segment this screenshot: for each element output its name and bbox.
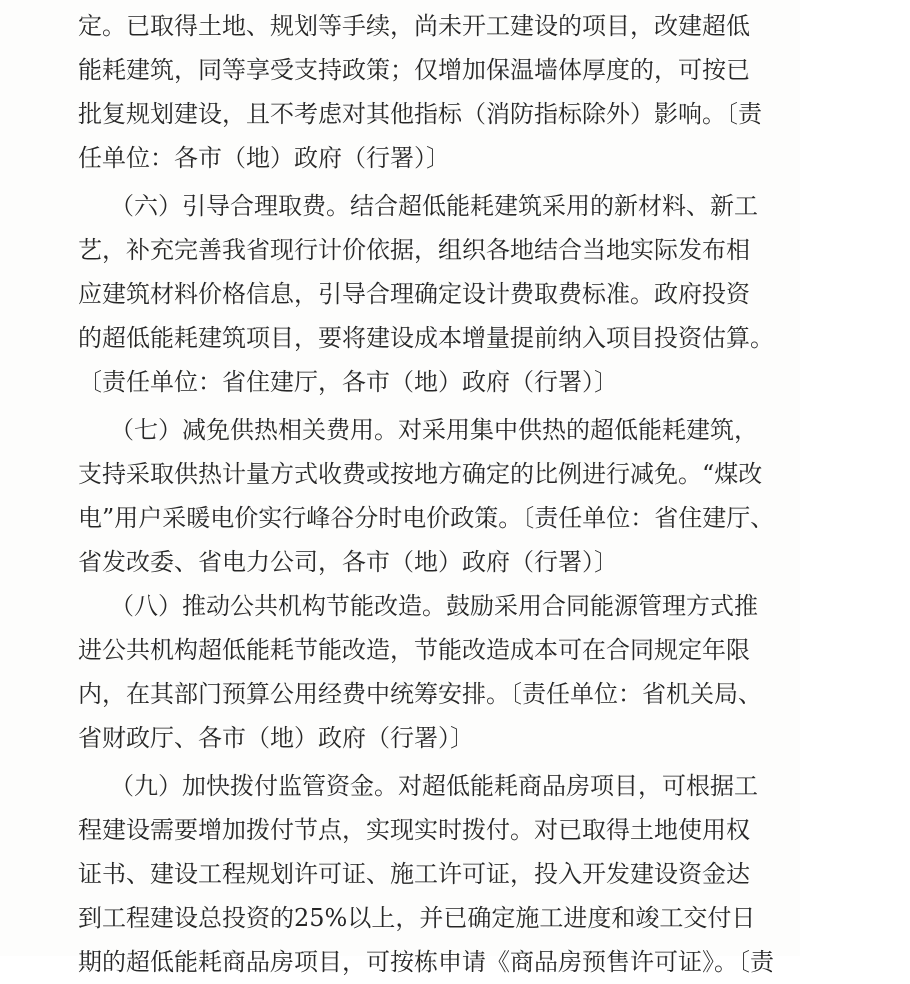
text-line-1: 定。已取得土地、规划等手续，尚未开工建设的项目，改建超低 <box>78 12 750 40</box>
text-line-13: 省发改委、省电力公司，各市（地）政府（行署）〕 <box>78 548 618 576</box>
text-line-21: 到工程建设总投资的25%以上，并已确定施工进度和竣工交付日 <box>78 904 756 932</box>
text-line-17: 省财政厅、各市（地）政府（行署）〕 <box>78 724 474 752</box>
section-8-heading-line: （八）推动公共机构节能改造。鼓励采用合同能源管理方式推 <box>110 592 758 620</box>
text-line-16: 内，在其部门预算公用经费中统筹安排。〔责任单位：省机关局、 <box>78 680 762 708</box>
section-7-heading-line: （七）减免供热相关费用。对采用集中供热的超低能耗建筑， <box>110 416 758 444</box>
text-line-6: 艺，补充完善我省现行计价依据，组织各地结合当地实际发布相 <box>78 236 750 264</box>
text-line-3: 批复规划建设，且不考虑对其他指标（消防指标除外）影响。〔责 <box>78 100 762 128</box>
text-line-20: 证书、建设工程规划许可证、施工许可证，投入开发建设资金达 <box>78 860 750 888</box>
text-line-19: 程建设需要增加拨付节点，实现实时拨付。对已取得土地使用权 <box>78 816 750 844</box>
text-line-11: 支持采取供热计量方式收费或按地方确定的比例进行减免。“煤改 <box>78 460 763 488</box>
text-line-8: 的超低能耗建筑项目，要将建设成本增量提前纳入项目投资估算。 <box>78 324 774 352</box>
text-line-15: 进公共机构超低能耗节能改造，节能改造成本可在合同规定年限 <box>78 636 750 664</box>
section-9-heading-line: （九）加快拨付监管资金。对超低能耗商品房项目，可根据工 <box>110 772 758 800</box>
text-line-22: 期的超低能耗商品房项目，可按栋申请《商品房预售许可证》。〔责 <box>78 948 774 976</box>
text-line-2: 能耗建筑，同等享受支持政策；仅增加保温墙体厚度的，可按已 <box>78 56 750 84</box>
section-6-heading-line: （六）引导合理取费。结合超低能耗建筑采用的新材料、新工 <box>110 192 758 220</box>
text-line-7: 应建筑材料价格信息，引导合理确定设计费取费标准。政府投资 <box>78 280 750 308</box>
text-line-12: 电”用户采暖电价实行峰谷分时电价政策。〔责任单位：省住建厅、 <box>78 504 775 532</box>
text-line-9: 〔责任单位：省住建厅，各市（地）政府（行署）〕 <box>78 368 618 396</box>
text-line-4: 任单位：各市（地）政府（行署）〕 <box>78 144 450 172</box>
